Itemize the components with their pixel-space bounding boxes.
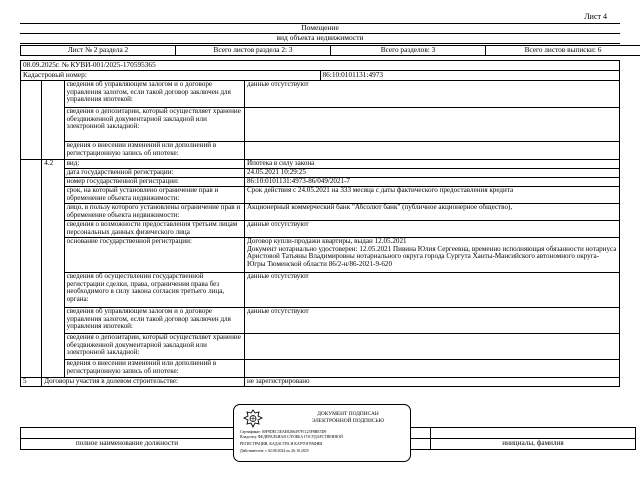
encumbrance-table: [20, 80, 620, 387]
row-value: [244, 142, 619, 160]
emblem-icon: [242, 408, 264, 430]
table-row: [21, 169, 620, 178]
row-value: 86:10:0101131:4973-86/049/2021-7: [244, 178, 619, 187]
row-label: сведения о депозитарии, который осуществляет хранение обездвиженной документарной закладной или электронной закладной:: [64, 334, 244, 360]
stamp-line-2: ЭЛЕКТРОННОЙ ПОДПИСЬЮ: [311, 418, 385, 424]
row-value: 24.05.2021 10:29:25: [244, 169, 619, 178]
table-row: [21, 360, 620, 378]
electronic-signature-stamp: [233, 404, 411, 462]
table-row: [21, 204, 620, 221]
table-row: [21, 334, 620, 360]
sheet-number: Лист 4: [584, 12, 607, 21]
table-row: [21, 160, 620, 169]
row-label: сведения об осуществлении государственной регистрации сделки, права, ограничения права без необходимого в силу закона согласия третьего лица, органа:: [64, 273, 244, 308]
row-value: данные отсутствуют: [244, 273, 619, 308]
row-value: [244, 108, 619, 142]
row-value: [244, 334, 619, 360]
table-row: [21, 108, 620, 142]
row-label: сведения об управляющем залогом и о договоре управления залогом, если такой договор заключен для управления ипотекой:: [64, 308, 244, 334]
row-value: не зарегистрировано: [244, 378, 619, 387]
object-type-subtitle: вид объекта недвижимости: [276, 33, 364, 42]
total-sheets-section: Всего листов раздела 2: 3: [176, 46, 331, 56]
table-row: [21, 187, 620, 204]
name-label: инициалы, фамилия: [431, 439, 636, 450]
object-type-title: Помещение: [301, 23, 339, 32]
row-label: основание государственной регистрации:: [64, 238, 244, 273]
stamp-owner-1: Владелец: ФЕДЕРАЛЬНАЯ СЛУЖБА ГОСУДАРСТВЕННОЙ: [240, 435, 343, 439]
table-row: [21, 178, 620, 187]
row-label: сведения о депозитарии, который осуществляет хранение обездвиженной документарной закладной или электронной закладной:: [64, 108, 244, 142]
table-row: [21, 308, 620, 334]
request-info-table: [20, 60, 620, 81]
row-label: ведения о внесении изменений или дополнений в регистрационную запись об ипотеке:: [64, 142, 244, 160]
sheet-of-section: Лист № 2 раздела 2: [21, 46, 176, 56]
stamp-validity: Действителен: с 02.08.2024 по 26.10.2025: [240, 449, 309, 453]
total-sections: Всего разделов: 3: [331, 46, 486, 56]
table-row: [21, 378, 620, 387]
total-sheets-extract: Всего листов выписки: 6: [486, 46, 640, 56]
table-row: [21, 142, 620, 160]
table-row: [21, 221, 620, 238]
row-number: 4.2: [42, 160, 64, 378]
sheet-info-table: [20, 45, 640, 56]
position-label: полное наименование должности: [21, 439, 234, 450]
table-row: [21, 238, 620, 273]
row-label: лицо, в пользу которого установлены ограничение прав и обременение объекта недвижимости:: [64, 204, 244, 221]
table-row: [21, 81, 620, 108]
row-label: номер государственной регистрации:: [64, 178, 244, 187]
row-value: данные отсутствуют: [244, 81, 619, 108]
row-label: дата государственной регистрации:: [64, 169, 244, 178]
row-label: сведения об управляющем залогом и о договоре управления залогом, если такой договор заключен для управления ипотекой:: [64, 81, 244, 108]
stamp-owner-2: РЕГИСТРАЦИИ, КАДАСТРА И КАРТОГРАФИИ: [240, 442, 323, 446]
stamp-line-1: ДОКУМЕНТ ПОДПИСАН: [317, 411, 379, 417]
stamp-certificate: Сертификат: 00F9DEC3EAE8286497F1125F8BE5D9: [240, 430, 327, 434]
row-value: Акционерный коммерческий банк "Абсолют банк" (публичное акционерное общество),: [244, 204, 619, 221]
row-number: 5: [21, 378, 42, 387]
row-value: Срок действия с 24.05.2021 на 333 месяца с даты фактического предоставления кредита: [244, 187, 619, 204]
row-value: [244, 360, 619, 378]
row-label: Договоры участия в долевом строительстве:: [42, 378, 245, 387]
row-value: Договор купли-продажи квартиры, выдан 12.05.2021 Документ нотариально удостоверен: 12.05.2021 Пивина Юлия Сергеевна, временно исполняющая обязанности нотариуса Аристовой Татьяны Владимировны нотариального округа города Сургута Ханты-Мансийского автономного округа-Югры Тюменской области 86/2-н/86-2021-9-620: [244, 238, 619, 273]
row-label: ведения о внесении изменений или дополнений в регистрационную запись об ипотеке:: [64, 360, 244, 378]
cadastral-value: 86:10:0101131:4973: [320, 71, 620, 81]
request-number: 08.09.2025г. № КУВИ-001/2025-170595365: [21, 61, 620, 71]
header-bottom-rule: [20, 43, 620, 44]
row-value: данные отсутствуют: [244, 221, 619, 238]
row-value: Ипотека в силу закона: [244, 160, 619, 169]
cadastral-label: Кадастровый номер:: [21, 71, 321, 81]
row-label: срок, на который установлено ограничение прав и обременение объекта недвижимости:: [64, 187, 244, 204]
row-label: сведения о возможности предоставления третьим лицам персональных данных физического лица: [64, 221, 244, 238]
table-row: [21, 273, 620, 308]
row-label: вид:: [64, 160, 244, 169]
row-value: данные отсутствуют: [244, 308, 619, 334]
